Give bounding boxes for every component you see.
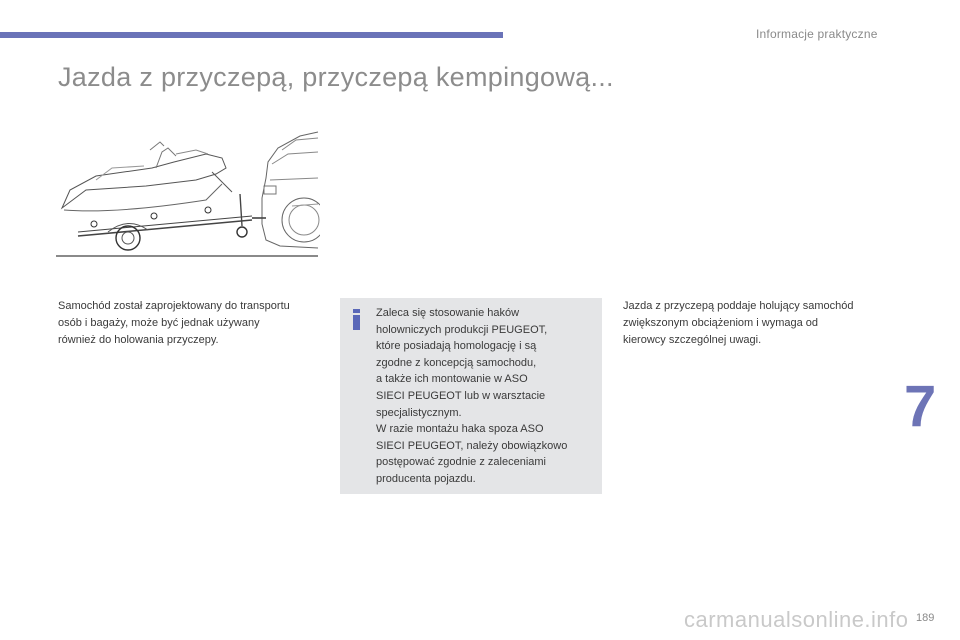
header-accent-bar [0,32,503,38]
text-line: W razie montażu haka spoza ASO [376,423,544,436]
text-line: Zaleca się stosowanie haków [376,307,520,319]
text-line: holowniczych produkcji PEUGEOT, [376,323,548,336]
text-line: zwiększonym obciążeniom i wymaga od [623,317,819,329]
info-box [340,298,602,494]
text-line: producenta pojazdu. [376,472,476,485]
trailer-jetski-car-illustration [56,128,320,260]
text-line: a także ich montowanie w ASO [376,373,528,386]
text-line: postępować zgodnie z zaleceniami [376,456,546,469]
text-line: SIECI PEUGEOT lub w warsztacie [376,389,546,402]
warning-paragraph [623,298,913,349]
text-line: również do holowania przyczepy. [58,334,219,346]
section-label: Informacje praktyczne [756,27,878,41]
page-number: 189 [916,612,935,624]
text-line: Jazda z przyczepą poddaje holujący samochód [623,300,854,312]
chapter-number: 7 [904,374,937,439]
text-line: zgodne z koncepcją samochodu, [376,356,537,369]
text-line: które posiadają homologację i są [376,340,537,353]
text-line: kierowcy szczególnej uwagi. [623,334,762,346]
text-line: specjalistycznym. [376,406,462,419]
text-line: osób i bagaży, może być jednak używany [58,317,260,329]
text-line: Samochód został zaprojektowany do transportu [58,300,290,312]
text-line: SIECI PEUGEOT, należy obowiązkowo [376,439,568,452]
intro-paragraph [58,298,328,349]
info-icon [352,309,361,330]
watermark: carmanualsonline.info [684,607,909,632]
info-text [376,305,600,488]
page-title: Jazda z przyczepą, przyczepą kempingową... [58,62,614,92]
